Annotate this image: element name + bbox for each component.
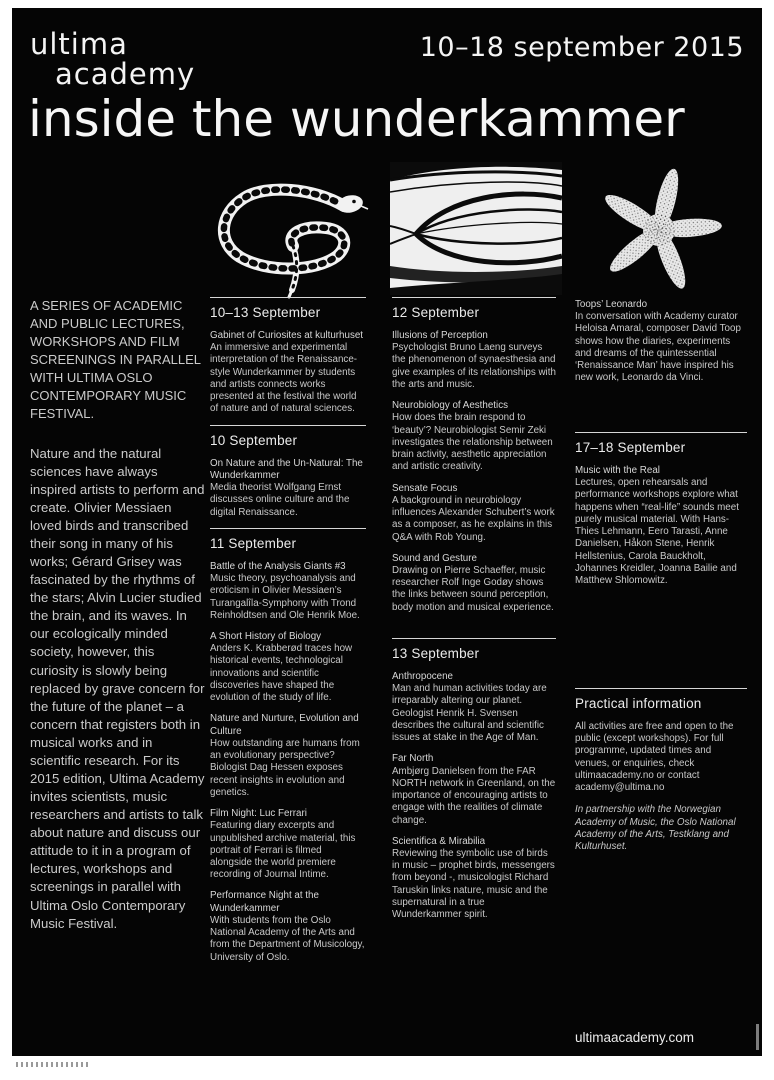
event-description: Ambjørg Danielsen from the FAR NORTH network in Greenland, on the importance of encouraging artists to engage with the realities of climate change. bbox=[392, 765, 556, 826]
event-title: Sensate Focus bbox=[392, 482, 458, 494]
event bbox=[575, 299, 747, 385]
event-title: Nature and Nurture, Evolution and Culture bbox=[210, 713, 359, 737]
event-description: How outstanding are humans from an evolutionary perspective? Biologist Dag Hessen exposes recent insights in evolution and genetics. bbox=[210, 737, 360, 798]
event-description: Lectures, open rehearsals and performance workshops explore what happens when “real-life” sounds meet purely musical material. With Hans-Thies Lehmann, Eero Tarasti, Anne Danielsen, Håkon Stene, Henrik Hellstenius, Carola Bauckholt, Johannes Kreidler, Joanna Bailie and Matthew Shlomowitz. bbox=[575, 477, 739, 587]
event-description: An immersive and experimental interpretation of the Renaissance-style Wunderkammer by students and artists connects works presented at the festival the world of nature and of natural sciences. bbox=[210, 342, 358, 415]
event bbox=[392, 753, 556, 826]
event-title: Neurobiology of Aesthetics bbox=[392, 400, 508, 412]
event-title: Scientifica & Mirabilia bbox=[392, 835, 486, 847]
event bbox=[392, 836, 556, 922]
date-range: 10–18 september 2015 bbox=[419, 32, 744, 63]
section-date-header: 10 September bbox=[210, 425, 366, 448]
event-description: Media theorist Wolfgang Ernst discusses online culture and the digital Renaissance. bbox=[210, 482, 350, 518]
event-title: Performance Night at the Wunderkammer bbox=[210, 890, 319, 914]
event-description: Drawing on Pierre Schaeffer, music researcher Rolf Inge Godøy shows the links between sound perception, body motion and musical experience. bbox=[392, 564, 554, 613]
section-date-header: 12 September bbox=[392, 297, 556, 320]
event bbox=[210, 561, 366, 622]
event-title: Illusions of Perception bbox=[392, 330, 488, 341]
snake-engraving-image bbox=[210, 168, 370, 300]
event bbox=[210, 713, 366, 799]
event bbox=[392, 330, 556, 391]
event bbox=[575, 465, 747, 587]
section-date-header: 17–18 September bbox=[575, 432, 747, 455]
event bbox=[210, 330, 366, 416]
event-description: A background in neurobiology influences Alexander Schubert’s work as a composer, as he explains in this Q&A with Rob Young. bbox=[392, 494, 555, 543]
event-title: Music with the Real bbox=[575, 465, 660, 476]
logo-line-2: academy bbox=[55, 56, 196, 91]
event-title: Toops’ Leonardo bbox=[575, 299, 648, 310]
starfish-image bbox=[593, 166, 725, 296]
section-12-september bbox=[392, 297, 556, 614]
section-13-september bbox=[392, 638, 556, 921]
event-title: Far North bbox=[392, 753, 434, 765]
section-date-header: 13 September bbox=[392, 638, 556, 661]
website-url: ultimaacademy.com bbox=[575, 1030, 695, 1045]
print-mark bbox=[756, 1024, 759, 1050]
poster-title: inside the wunderkammer bbox=[28, 90, 685, 148]
practical-body: All activities are free and open to the public (except workshops). For full programme, updated times and venues, or enquiries, check ultimaacademy.no or contact academy@ultima.no bbox=[575, 721, 734, 794]
section-17-18-september bbox=[575, 432, 747, 596]
event-description: Psychologist Bruno Laeng surveys the phenomenon of synaesthesia and give examples of its relationships with the arts and music. bbox=[392, 342, 556, 390]
poster bbox=[12, 8, 762, 1056]
event-description: With students from the Oslo National Academy of the Arts and from the Department of Musicology, University of Oslo. bbox=[210, 914, 365, 963]
logo-line-1: ultima bbox=[30, 27, 128, 61]
ink-swirl-image bbox=[390, 162, 562, 295]
event-description: How does the brain respond to ‘beauty’? Neurobiologist Semir Zeki investigates the relationship between brain activity, aesthetic appreciation and artistic creativity. bbox=[392, 412, 553, 473]
partnership-note: In partnership with the Norwegian Academy of Music, the Oslo National Academy of the Arts, Testklang and Kulturhuset. bbox=[575, 804, 736, 853]
event-title: A Short History of Biology bbox=[210, 630, 322, 642]
practical-header: Practical information bbox=[575, 688, 747, 711]
event bbox=[210, 458, 366, 519]
intro-caps: A SERIES OF ACADEMIC AND PUBLIC LECTURES, WORKSHOPS AND FILM SCREENINGS IN PARALLEL WITH ULTIMA OSLO CONTEMPORARY MUSIC FESTIVAL. bbox=[30, 298, 201, 421]
event-description: Reviewing the symbolic use of birds in music – prophet birds, messengers from beyond -, musicologist Richard Taruskin links nature, music and the supernatural in a true Wunderkammer spirit. bbox=[392, 847, 555, 921]
event-description: Anders K. Krabberød traces how historical events, technological innovations and scientific discoveries have shaped the evolution of the study of life. bbox=[210, 643, 353, 704]
intro-column bbox=[30, 297, 206, 933]
event-description: Man and human activities today are irreparably altering our planet. Geologist Henrik H. Svensen describes the cultural and scientific issues at stake in the Age of Man. bbox=[392, 683, 547, 744]
event-title: Anthropocene bbox=[392, 670, 454, 682]
program-column-1 bbox=[210, 297, 366, 973]
event-title: Battle of the Analysis Giants #3 bbox=[210, 560, 346, 572]
event-title: Film Night: Luc Ferrari bbox=[210, 808, 307, 820]
section-10-13-september bbox=[210, 297, 366, 416]
print-mark bbox=[16, 1062, 88, 1067]
event bbox=[392, 483, 556, 544]
section-date-header: 10–13 September bbox=[210, 297, 366, 320]
intro-paragraph: Nature and the natural sciences have always inspired artists to perform and create. Olivier Messiaen loved birds and transcribed their song in many of his works; Gérard Grisey was fascinated by the rhythms of the stars; Alvin Lucier studied the brain, and its waves. In our ecologically minded society, however, this curiosity is slowly being replaced by grave concern for the future of the planet – a concern that registers both in musical works and in scientific research. For its 2015 edition, Ultima Academy invites scientists, music researchers and artists to talk about nature and discuss our attitude to it in a program of lectures, workshops and screenings in parallel with Ultima Oslo Contemporary Music Festival. bbox=[30, 445, 205, 931]
program-column-2 bbox=[392, 297, 556, 930]
event bbox=[210, 890, 366, 963]
section-practical-information bbox=[575, 688, 747, 862]
event-description: In conversation with Academy curator Heloisa Amaral, composer David Toop shows how the diaries, experiments and dreams of the quintessential ‘Renaissance Man’ have inspired his new work, Leonardo da Vinci. bbox=[575, 311, 741, 384]
section-11-september bbox=[210, 528, 366, 964]
section-10-september bbox=[210, 425, 366, 519]
event bbox=[392, 400, 556, 473]
event-description: Music theory, psychoanalysis and eroticism in Olivier Messiaen’s Turangalîla-Symphony with Trond Reinholdtsen and Ole Henrik Moe. bbox=[210, 573, 360, 621]
event bbox=[392, 553, 556, 614]
event-title: Gabinet of Curiosites at kulturhuset bbox=[210, 330, 364, 341]
program-column-3 bbox=[575, 297, 747, 1056]
ultima-academy-logo bbox=[30, 27, 196, 91]
event bbox=[392, 671, 556, 744]
event-title: On Nature and the Un-Natural: The Wunderkammer bbox=[210, 457, 363, 481]
event bbox=[210, 808, 366, 881]
section-date-header: 11 September bbox=[210, 528, 366, 551]
event-description: Featuring diary excerpts and unpublished archive material, this portrait of Ferrari is filmed alongside the world premiere recording of Journal Intime. bbox=[210, 820, 356, 881]
event bbox=[210, 631, 366, 704]
event-title: Sound and Gesture bbox=[392, 552, 477, 564]
